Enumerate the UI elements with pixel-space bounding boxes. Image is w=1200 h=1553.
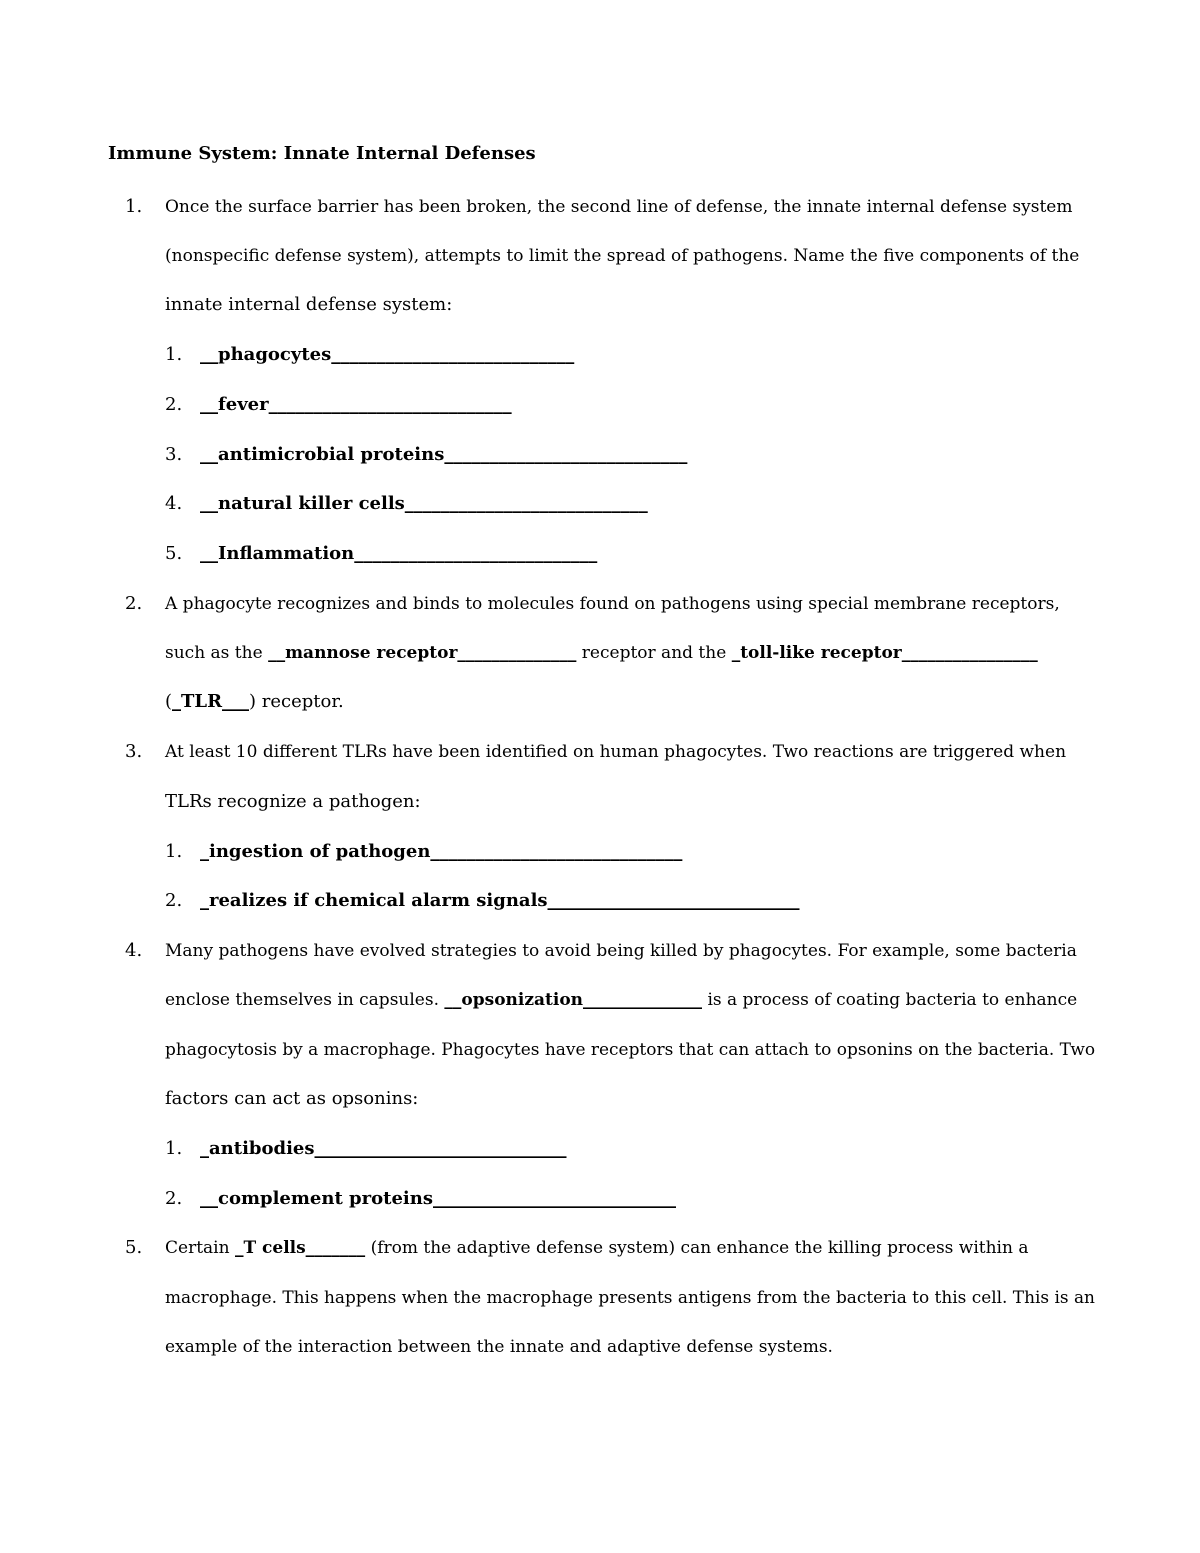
answer-number: 2. [165,890,183,911]
question-text: Many pathogens have evolved strategies to avoid being killed by phagocytes. For example, some bacteria [165,941,1077,961]
answer-blank: _realizes if chemical alarm signals____________________________ [200,890,800,911]
question-text: example of the interaction between the innate and adaptive defense systems. [165,1337,833,1357]
answer-blank: __mannose receptor______________ [268,643,577,663]
answer-number: 1. [165,1138,183,1159]
answer-blank: __opsonization______________ [444,990,703,1010]
question-number: 3. [125,741,143,762]
answer-blank: _T cells_______ [234,1238,366,1258]
answer-blank: _TLR___ [172,691,250,712]
page-title: Immune System: Innate Internal Defenses [108,143,536,164]
question-number: 1. [125,196,143,217]
answer-blank: __antimicrobial proteins___________________________ [200,444,688,465]
answer-blank: __complement proteins___________________________ [200,1188,676,1209]
question-number: 2. [125,593,143,614]
answer-blank: __Inflammation___________________________ [200,543,598,564]
answer-number: 2. [165,394,183,415]
answer-blank: _ingestion of pathogen____________________________ [200,841,683,862]
question-text: TLRs recognize a pathogen: [165,791,421,812]
answer-blank: _toll-like receptor________________ [731,643,1038,663]
answer-number: 4. [165,493,183,514]
question-text: such as the __mannose receptor______________ receptor and the _toll-like receptor________________ [165,643,1038,663]
question-text: Once the surface barrier has been broken, the second line of defense, the innate internal defense system [165,197,1073,217]
question-text: A phagocyte recognizes and binds to molecules found on pathogens using special membrane receptors, [165,594,1060,614]
question-text: innate internal defense system: [165,294,453,315]
answer-blank: _antibodies____________________________ [200,1138,567,1159]
question-text: factors can act as opsonins: [165,1088,419,1109]
question-text: At least 10 different TLRs have been identified on human phagocytes. Two reactions are triggered when [165,742,1067,762]
answer-number: 5. [165,543,183,564]
answer-blank: __natural killer cells___________________________ [200,493,648,514]
question-text: enclose themselves in capsules. __opsonization______________ is a process of coating bacteria to enhance [165,990,1078,1010]
question-text: (nonspecific defense system), attempts to limit the spread of pathogens. Name the five components of the [165,246,1080,266]
answer-number: 1. [165,841,183,862]
answer-blank: __fever___________________________ [200,394,512,415]
question-number: 5. [125,1237,143,1258]
answer-number: 2. [165,1188,183,1209]
answer-number: 3. [165,444,183,465]
question-text: Certain _T cells_______ (from the adaptive defense system) can enhance the killing process within a [165,1238,1029,1258]
answer-number: 1. [165,344,183,365]
question-text: phagocytosis by a macrophage. Phagocytes have receptors that can attach to opsonins on the bacteria. Two [165,1040,1096,1060]
question-text: (_TLR___) receptor. [165,691,344,712]
answer-blank: __phagocytes___________________________ [200,344,575,365]
question-text: macrophage. This happens when the macrophage presents antigens from the bacteria to this cell. This is an [165,1288,1095,1308]
question-number: 4. [125,940,143,961]
